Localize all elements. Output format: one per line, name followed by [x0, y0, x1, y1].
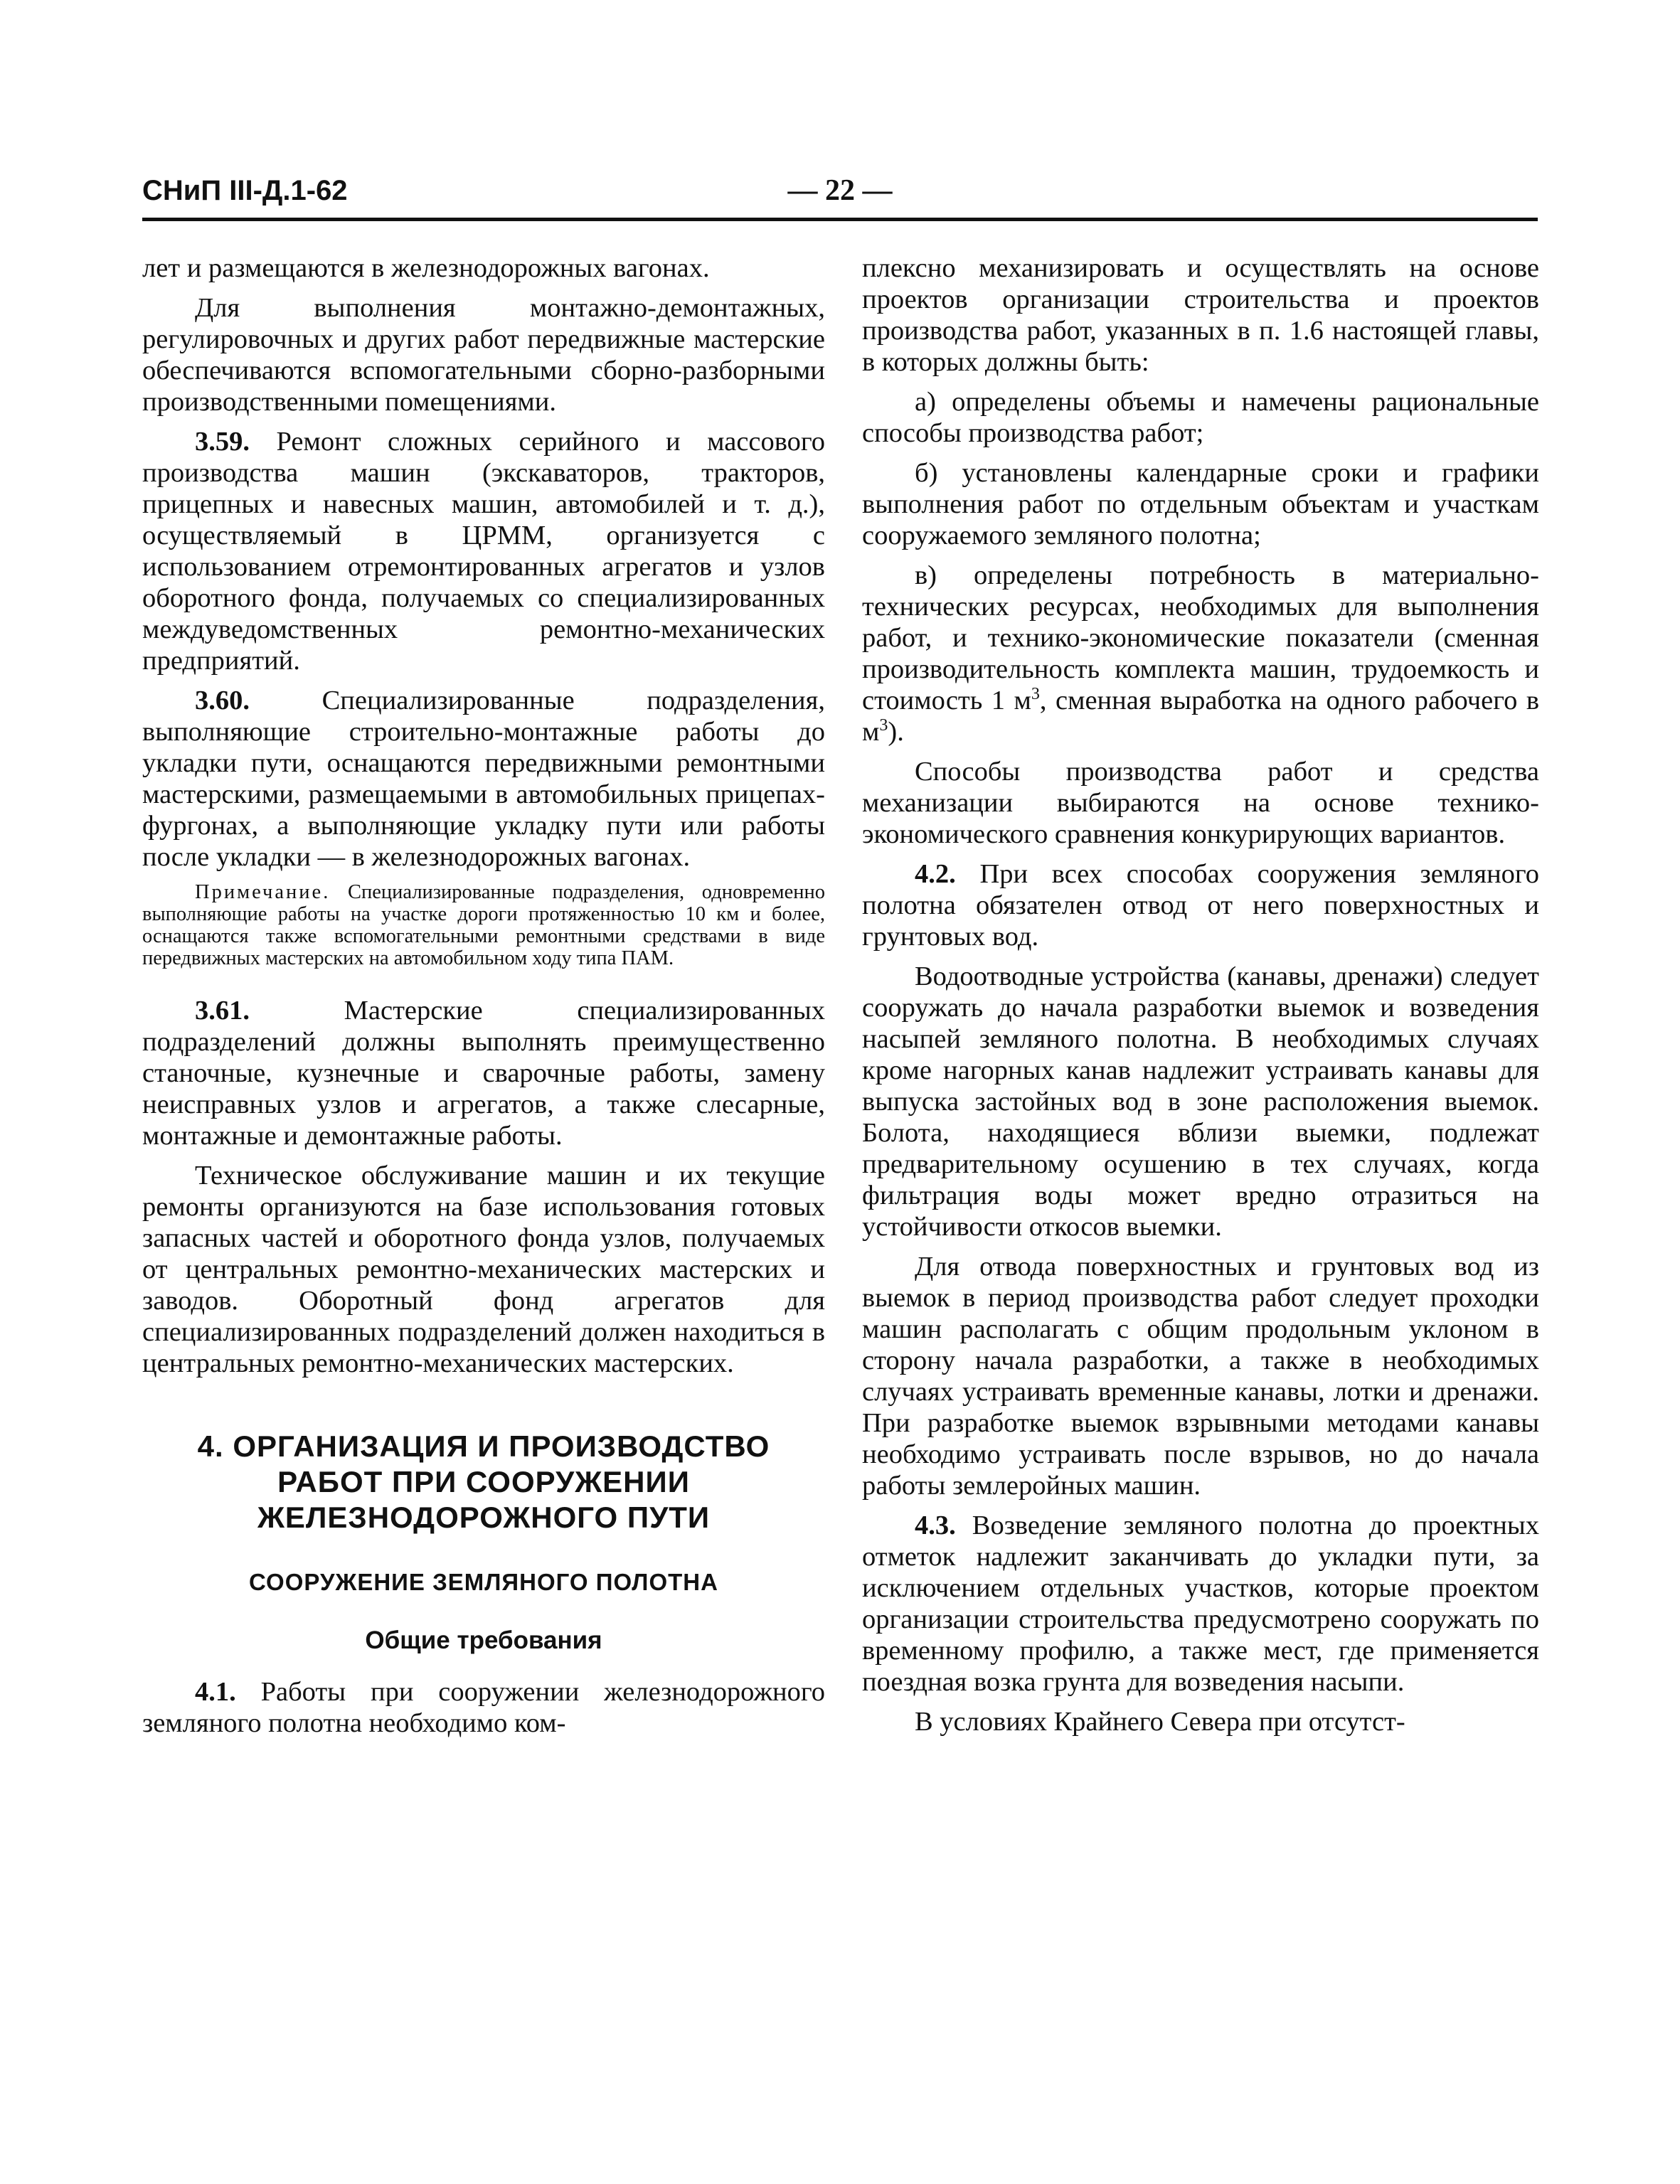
paragraph: Водоотводные устройства (канавы, дренажи) следует сооружать до начала разработки выемок и возведения насыпей земляного полотна. В необходимых случаях кроме нагорных канав надлежит устраивать канавы для выпуска застойных вод в зоне расположения выемок. Болота, находящиеся вблизи выемки, подлежат предварительному осушению в тех случаях, когда фильтрация воды может вредно отразиться на устойчивости откосов выемки.: [862, 962, 1539, 1242]
paragraph: лет и размещаются в железнодорожных вагонах.: [142, 253, 710, 283]
clause-number: 4.2.: [915, 859, 956, 889]
section-heading: 4. ОРГАНИЗАЦИЯ И ПРОИЗВОДСТВО РАБОТ ПРИ СООРУЖЕНИИ ЖЕЛЕЗНОДОРОЖНОГО ПУТИ: [197, 1429, 770, 1534]
superscript: 3: [1031, 685, 1040, 704]
list-item-text: , сменная выработка на одного рабочего в м: [862, 686, 1539, 747]
list-item-text: в) определены потребность в материально-технических ресурсах, необходимых для выполнения работ, и технико-экономические показатели (сменная производительность комплекта машин, трудоемкость и стоимость 1 м: [862, 560, 1539, 715]
note: [142, 881, 825, 969]
paragraph-3-60: [142, 685, 825, 873]
clause-number: 3.61.: [195, 996, 250, 1026]
page-header: [142, 168, 1538, 221]
paragraph-text: Мастерские специализированных подразделений должны выполнять преимущественно станочные, кузнечные и сварочные работы, замену неисправных узлов и агрегатов, а также слесарные, монтажные и демонтажные работы.: [142, 996, 825, 1151]
paragraph: Для отвода поверхностных и грунтовых вод из выемок в период производства работ следует проходки машин располагать с общим продольным уклоном в сторону начала разработки, а также в необходимых случаях устраивать временные канавы, лотки и дренажи. При разработке выемок взрывными методами канавы необходимо устраивать после взрывов, но до начала работы землеройных машин.: [862, 1252, 1539, 1501]
paragraph-3-61: [142, 995, 825, 1151]
clause-number: 3.59.: [195, 427, 250, 457]
paragraph: Для выполнения монтажно-демонтажных, регулировочных и других работ передвижные мастерские обеспечиваются вспомогательными сборно-разборными производственными помещениями.: [142, 293, 825, 417]
paragraph-text: Возведение земляного полотна до проектных отметок надлежит заканчивать до укладки пути, за исключением отдельных участков, которые проектом организации строительства предусмотрено сооружать по временному профилю, а также мест, где применяется поездная возка грунта для возведения насыпи.: [862, 1511, 1539, 1697]
paragraph-4-1: [142, 1676, 825, 1739]
left-column: [142, 252, 825, 2137]
note-text: Специализированные подразделения, одновременно выполняющие работы на участке дороги протяженностью 10 км и более, оснащаются также вспомогательными ремонтными средствами в виде передвижных мастерских на автомобильном ходу типа ПАМ.: [142, 881, 825, 969]
right-column: [862, 252, 1539, 2137]
paragraph: В условиях Крайнего Севера при отсутст-: [915, 1707, 1405, 1737]
paragraph: плексно механизировать и осуществлять на основе проектов организации строительства и проектов производства работ, указанных в п. 1.6 настоящей главы, в которых должны быть:: [862, 253, 1539, 377]
document-code: СНиП III-Д.1-62: [142, 175, 348, 206]
note-label: Примечание.: [195, 881, 331, 903]
paragraph-3-59: [142, 426, 825, 676]
subsubsection-heading: Общие требования: [365, 1626, 602, 1654]
list-item-c: [862, 560, 1539, 747]
paragraph: Техническое обслуживание машин и их текущие ремонты организуются на базе использования готовых запасных частей и оборотного фонда узлов, получаемых от центральных ремонтно-механических мастерских и заводов. Оборотный фонд агрегатов для специализированных подразделений должен находиться в центральных ремонтно-механических мастерских.: [142, 1161, 825, 1378]
paragraph-text: Ремонт сложных серийного и массового производства машин (экскаваторов, тракторов, прицепных и навесных машин, автомобилей и т. д.), осуществляемый в ЦРММ, организуется с использованием отремонтированных агрегатов и узлов оборотного фонда, получаемых со специализированных междуведомственных ремонтно-механических предприятий.: [142, 427, 825, 676]
clause-number: 3.60.: [195, 686, 250, 715]
page-number: — 22 —: [787, 174, 893, 207]
clause-number: 4.3.: [915, 1511, 956, 1540]
subsection-heading: СООРУЖЕНИЕ ЗЕМЛЯНОГО ПОЛОТНА: [249, 1569, 718, 1595]
paragraph-text: Работы при сооружении железнодорожного земляного полотна необходимо ком-: [142, 1677, 825, 1738]
paragraph-4-3: [862, 1510, 1539, 1698]
paragraph-text: Специализированные подразделения, выполняющие строительно-монтажные работы до укладки пути, оснащаются передвижными ремонтными мастерскими, размещаемыми в автомобильных прицепах-фургонах, а выполняющие укладку пути или работы после укладки — в железнодорожных вагонах.: [142, 686, 825, 872]
paragraph-4-2: [862, 858, 1539, 952]
list-item-b: б) установлены календарные сроки и графики выполнения работ по отдельным объектам и участкам сооружаемого земляного полотна;: [862, 458, 1539, 550]
superscript: 3: [879, 716, 888, 735]
list-item-text: ).: [888, 717, 904, 747]
clause-number: 4.1.: [195, 1677, 236, 1707]
paragraph-text: При всех способах сооружения земляного полотна обязателен отвод от него поверхностных и грунтовых вод.: [862, 859, 1539, 952]
list-item-a: а) определены объемы и намечены рациональные способы производства работ;: [862, 387, 1539, 448]
paragraph: Способы производства работ и средства механизации выбираются на основе технико-экономического сравнения конкурирующих вариантов.: [862, 757, 1539, 849]
